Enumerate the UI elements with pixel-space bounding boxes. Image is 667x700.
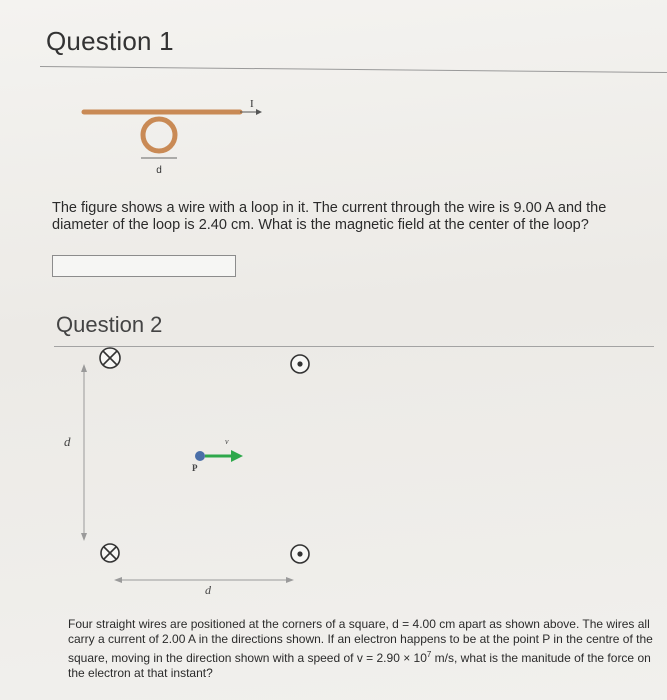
electron-icon bbox=[195, 451, 205, 461]
vertical-d-label: d bbox=[64, 434, 71, 449]
wire-loop bbox=[143, 119, 175, 151]
horizontal-arrow-left bbox=[114, 577, 122, 583]
wire-into-page-icon bbox=[101, 544, 119, 562]
question-1-divider bbox=[40, 66, 667, 73]
question-2-title: Question 2 bbox=[56, 312, 163, 337]
current-label: I bbox=[250, 98, 254, 110]
question-1-title: Question 1 bbox=[46, 26, 174, 56]
point-p-label: P bbox=[192, 463, 198, 473]
wire-out-of-page-icon bbox=[291, 355, 309, 373]
speed-exponent: 7 bbox=[426, 650, 432, 659]
question-1-text: The figure shows a wire with a loop in it. The current through the wire is 9.00 A and the diameter of the loop is 2.40 cm. What is the magnetic field at the center of the loop? bbox=[52, 200, 607, 233]
horizontal-arrow-right bbox=[286, 577, 294, 583]
vertical-arrow-down bbox=[81, 533, 87, 541]
four-wires-figure bbox=[52, 340, 312, 610]
question-2-text-main: Four straight wires are positioned at the corners of a square, d = 4.00 cm apart as shown above. The wires all carry a current of 2.00 A in the directions shown. If an electron happens to be at the point P in the centre of the square, moving in the direction shown with a speed of v = 2.90 × 10 bbox=[68, 617, 653, 665]
wire-out-of-page-icon bbox=[291, 545, 309, 563]
diameter-label: d bbox=[156, 165, 162, 176]
horizontal-d-label: d bbox=[205, 583, 211, 597]
velocity-label: v bbox=[225, 437, 229, 446]
answer-input[interactable] bbox=[52, 255, 236, 277]
vertical-arrow-up bbox=[81, 364, 87, 372]
wire-loop-figure bbox=[80, 95, 270, 185]
question-2-text-end: m/s, what is the manitude of the force on the electron at that instant? bbox=[68, 651, 651, 680]
current-arrow-head bbox=[256, 109, 262, 115]
question-2-text bbox=[68, 617, 658, 681]
velocity-arrow-head bbox=[231, 450, 243, 462]
wire-into-page-icon bbox=[100, 348, 120, 368]
